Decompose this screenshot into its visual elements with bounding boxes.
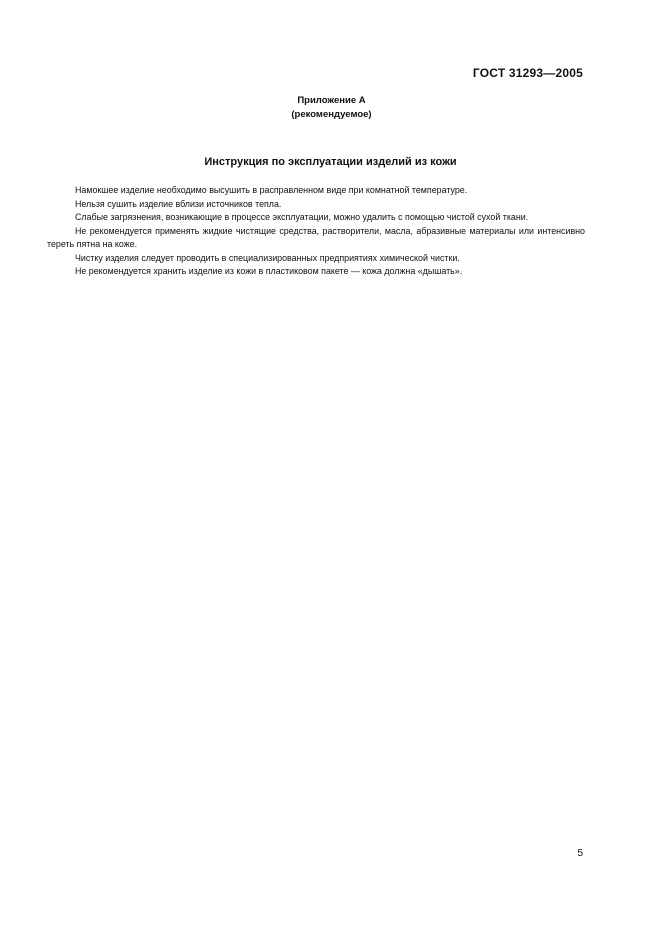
- standard-designation: ГОСТ 31293—2005: [472, 66, 583, 80]
- paragraph: Не рекомендуется применять жидкие чистящие средства, растворители, масла, абразивные материалы или интенсивно тереть пятна на коже.: [47, 225, 585, 249]
- paragraph: Чистку изделия следует проводить в специализированных предприятиях химической чистки.: [75, 252, 460, 263]
- paragraph: Нельзя сушить изделие вблизи источников тепла.: [75, 198, 282, 209]
- instructions-body: [47, 184, 585, 279]
- appendix-label: [0, 94, 661, 122]
- section-heading: Инструкция по эксплуатации изделий из кожи: [204, 156, 457, 168]
- page-number: 5: [577, 848, 583, 859]
- appendix-title: Приложение А: [297, 95, 366, 106]
- paragraph: Не рекомендуется хранить изделие из кожи в пластиковом пакете — кожа должна «дышать».: [75, 266, 463, 276]
- appendix-status: (рекомендуемое): [291, 109, 372, 120]
- paragraph: Слабые загрязнения, возникающие в процессе эксплуатации, можно удалить с помощью чистой сухой ткани.: [75, 212, 529, 222]
- paragraph: Намокшее изделие необходимо высушить в расправленном виде при комнатной температуре.: [75, 185, 468, 195]
